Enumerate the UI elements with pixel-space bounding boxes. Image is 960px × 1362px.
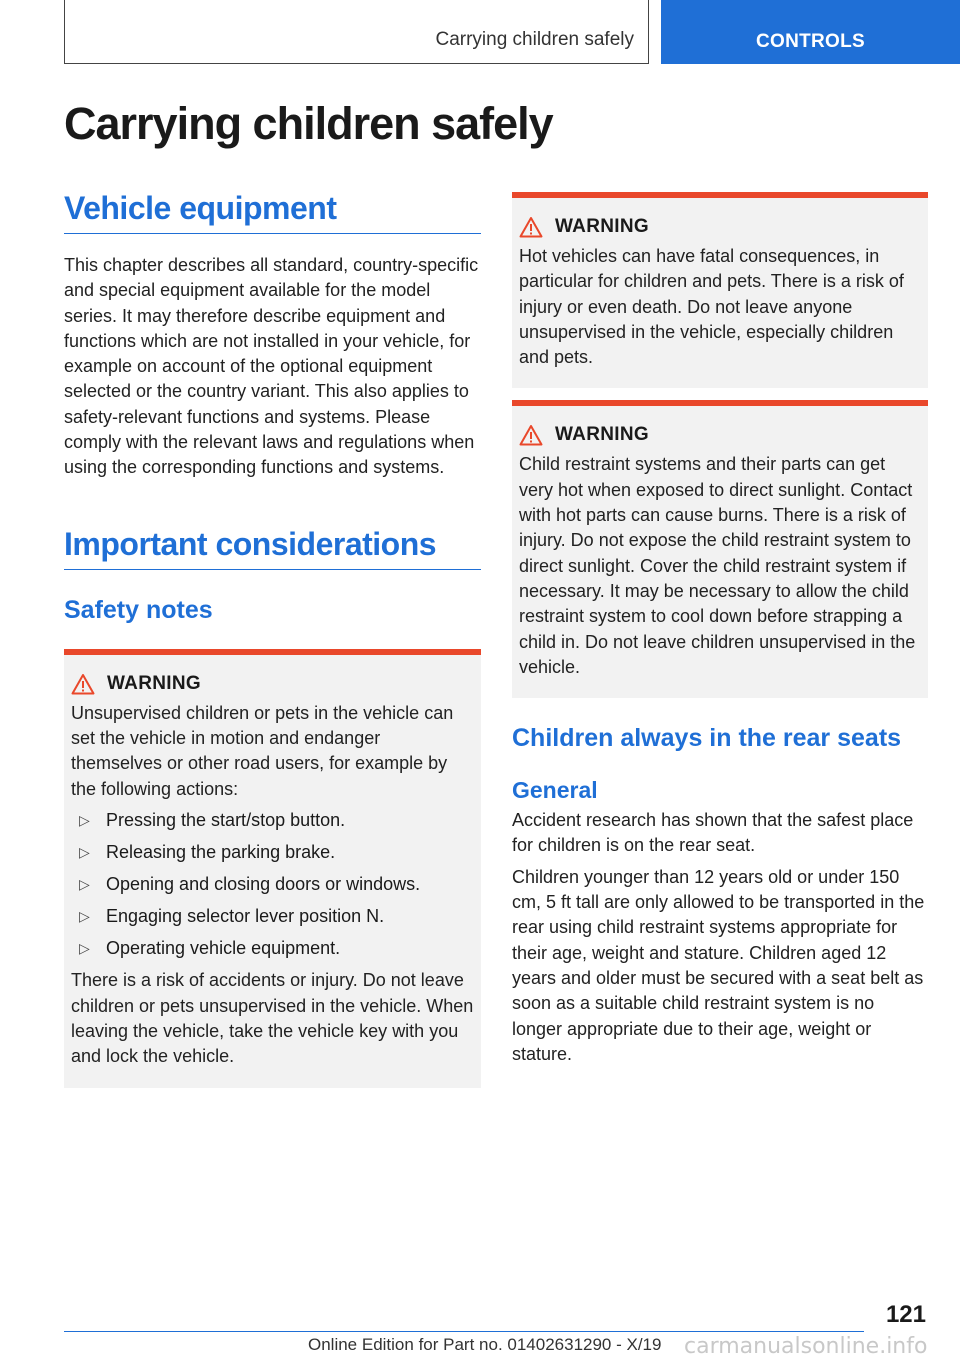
- general-text-2: Children younger than 12 years old or under 150 cm, 5 ft tall are only allowed to be transported in the rear using child restraint systems appropriate for their age, weight and stature. Children aged 12 years and older must be secured with a seat belt as soon as a suitable child restraint system is no longer appropriate due to their age, weight or stature.: [512, 866, 925, 1064]
- watermark: carmanualsonline.info: [684, 1334, 928, 1359]
- list-item: ▷ Releasing the parking brake.: [71, 840, 474, 865]
- triangle-bullet-icon: ▷: [79, 843, 90, 860]
- triangle-bullet-icon: ▷: [79, 811, 90, 828]
- list-item: ▷ Engaging selector lever position N.: [71, 904, 474, 929]
- heading-general: General: [512, 777, 598, 804]
- warning-triangle-icon: [71, 673, 95, 695]
- right-column: [512, 192, 928, 1067]
- warning-header: [519, 216, 921, 238]
- warning-intro: Unsupervised children or pets in the vehicle can set the vehicle in motion and endanger themselves or other road users, for example by the following actions:: [71, 702, 454, 799]
- warning-outro: There is a risk of accidents or injury. Do not leave children or pets unsupervised in the vehicle. When leaving the vehicle, take the vehicle key with you and lock the vehicle.: [71, 970, 474, 1067]
- warning-title: WARNING: [555, 216, 649, 237]
- warning-text: Child restraint systems and their parts can get very hot when exposed to direct sunlight. Contact with hot parts can cause burns. There is a risk of injury. Do not expose the child restraint system to direct sunlight. Cover the child restraint system if necessary. It may be necessary to allow the child restraint system to cool down before strapping a child in. Do not leave children unsupervised in the vehicle.: [519, 454, 916, 677]
- left-column: [64, 190, 481, 1088]
- warning-text: Hot vehicles can have fatal consequences, in particular for children and pets. There is a risk of injury or even death. Do not leave anyone unsupervised in the vehicle, especially children and pets.: [519, 246, 904, 368]
- heading-vehicle-equipment: Vehicle equipment: [64, 190, 481, 234]
- warning-title: WARNING: [107, 672, 201, 694]
- warning-action-list: [71, 808, 474, 962]
- warning-triangle-icon: [519, 216, 543, 238]
- warning-box-unsupervised: [64, 649, 481, 1088]
- triangle-bullet-icon: ▷: [79, 876, 90, 893]
- heading-children-rear-seats: Children always in the rear seats: [512, 724, 902, 753]
- page-title: Carrying children safely: [64, 98, 553, 149]
- warning-title: WARNING: [555, 424, 649, 446]
- warning-header: [71, 673, 474, 695]
- warning-triangle-icon: [519, 424, 543, 446]
- general-text-1: Accident research has shown that the safest place for children is on the rear seat.: [512, 810, 914, 856]
- heading-important-considerations: Important considerations: [64, 526, 481, 570]
- footer-divider: [64, 1331, 864, 1332]
- header-section-box: [64, 0, 649, 64]
- heading-safety-notes: Safety notes: [64, 595, 213, 624]
- triangle-bullet-icon: ▷: [79, 908, 90, 925]
- footer-edition: Online Edition for Part no. 01402631290 - X/19: [308, 1335, 662, 1354]
- list-item: ▷ Operating vehicle equipment.: [71, 936, 474, 961]
- triangle-bullet-icon: ▷: [79, 940, 90, 957]
- header-chapter-tab[interactable]: CONTROLS: [661, 0, 960, 64]
- page-number: 121: [885, 1301, 926, 1328]
- warning-header: [519, 424, 921, 446]
- header-section-title: Carrying children safely: [435, 29, 634, 50]
- vehicle-equipment-text: This chapter describes all standard, country-specific and special equipment available for the model series. It may therefore describe equipment and functions which are not installed in your vehicle, for example on account of the optional equipment selected or the country variant. This also applies to safety-relevant functions and systems. Please comply with the relevant laws and regulations when using the corresponding functions and systems.: [64, 255, 479, 478]
- list-item: ▷ Opening and closing doors or windows.: [71, 872, 474, 897]
- warning-box-hot-vehicles: [512, 192, 928, 388]
- warning-box-hot-restraints: [512, 400, 928, 698]
- list-item: ▷ Pressing the start/stop button.: [71, 808, 474, 833]
